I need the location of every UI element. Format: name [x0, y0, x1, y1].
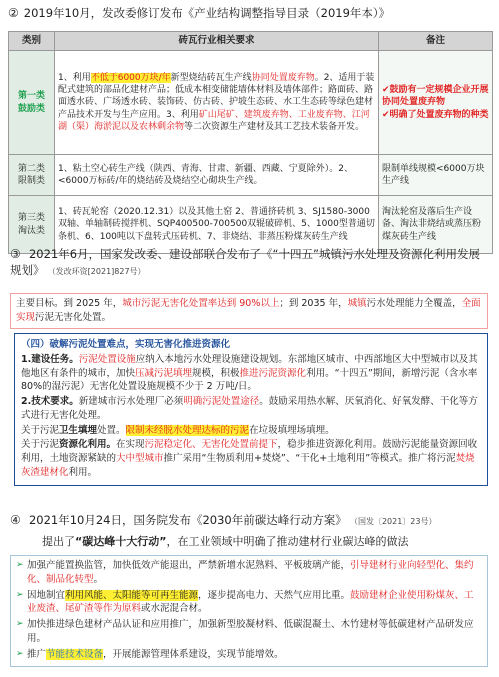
- text-run: 焚烧灰渣建材化: [21, 453, 475, 478]
- section-heading-2: [10, 247, 490, 278]
- text-run: 。2、适用于装配式建筑的部品化建材产品；低成本相变储能墙体材料及墙体部件；路面砖、路面透水砖、广场透水砖、装饰砖、仿古砖、护坡生态砖、水工生态砖等绿色建材产品技术开发与生产应用。3、利用: [58, 73, 375, 120]
- text-run: 利用风能、太阳能等可再生能源: [65, 589, 199, 601]
- text-run: 加强产能置换监管，加快低效产能退出，严禁新增水泥熟料、平板玻璃产能，: [27, 560, 351, 571]
- text-run: 限制未经脱水处理达标的污泥: [125, 424, 250, 436]
- text-run: 提出了: [42, 535, 75, 548]
- section-heading-3: [10, 513, 490, 529]
- text-run: 卫生填埋: [59, 424, 98, 436]
- header-note: 备注: [379, 32, 493, 51]
- note-cell: [379, 196, 493, 254]
- list-item-text: [27, 559, 482, 587]
- text-run: 或水泥混合材。: [141, 603, 208, 615]
- text-run: ，在工业领域中明确了推动建材行业碳达峰的做法: [166, 535, 409, 548]
- text-run: 应纳入本地污水处理设施建设规划。东部地区城市、中西部地区大中型城市以及其他地区有条件的城市，加快: [21, 353, 478, 379]
- text-run: 污泥稳定化、无害化处置前提下: [144, 439, 278, 451]
- header-category: 类别: [9, 32, 55, 51]
- list-item: [16, 618, 482, 646]
- note-cell: [379, 155, 493, 196]
- text-run: 城市污泥无害化处置率达到 90%以上: [122, 298, 280, 309]
- text-run: ，开展能源管理体系建设，实现节能增效。: [103, 648, 284, 660]
- text-run: 淘汰轮窑及落后生产设备、淘汰非烧结或蒸压粉煤灰砖生产线: [382, 207, 482, 242]
- text-run: 限制单线规模<6000万块生产线: [382, 163, 485, 186]
- text-run: ✔鼓励有一定规模企业开展协同处置废弃物: [382, 85, 489, 108]
- text-run: 压减污泥填埋: [135, 367, 193, 379]
- text-run: 主要目标。到 2025 年，: [16, 298, 123, 309]
- section-subtitle: [42, 535, 492, 549]
- sludge-policy-box: [14, 333, 488, 486]
- text-run: 利用。: [68, 466, 98, 478]
- text-run: 污泥处置设施: [78, 353, 136, 365]
- category-label: 第二类 限制类: [17, 163, 45, 186]
- list-item-text: [27, 618, 482, 646]
- text-run: 规模，积极: [192, 367, 240, 379]
- table-row: [9, 196, 493, 254]
- category-cell: [9, 155, 55, 196]
- text-run: ；到 2035 年，: [279, 298, 348, 309]
- text-run: 。鼓励采用热水解、厌氧消化、好氧发酵、干化等方式进行无害化处理。: [21, 396, 478, 421]
- text-run: 2.技术要求。: [21, 396, 79, 408]
- table-header-row: [9, 32, 493, 51]
- category-cell: [9, 51, 55, 155]
- requirement-cell: [55, 155, 379, 196]
- text-run: 大中型城市: [116, 453, 164, 465]
- action-list: [16, 559, 482, 661]
- section-title: 2021年6月，国家发改委、建设部联合发布了《“十四五”城镇污水处理及资源化利用发展规划》: [10, 247, 480, 277]
- detail-paragraph: [21, 395, 481, 423]
- category-label: 第一类 鼓励类: [17, 91, 45, 114]
- text-run: ✔明确了处置废弃物的种类: [382, 109, 489, 120]
- text-run: 因地制宜: [27, 589, 66, 601]
- category-cell: [9, 196, 55, 254]
- text-run: 1.建设任务。: [21, 353, 79, 365]
- detail-paragraph: [21, 424, 481, 438]
- table-row: [9, 51, 493, 155]
- header-requirement: 砖瓦行业相关要求: [55, 32, 379, 51]
- text-run: 处置。: [97, 424, 126, 436]
- table-row: [9, 155, 493, 196]
- text-run: “碳达峰十大行动”: [75, 535, 167, 548]
- list-item-text: [27, 648, 284, 662]
- section-title: 2021年10月24日，国务院发布《2030年前碳达峰行动方案》: [28, 513, 347, 527]
- text-run: 1、粘土空心砖生产线（陕西、青海、甘肃、新疆、西藏、宁夏除外）。2、<6000万标砖/年的烧结砖及烧结空心砌块生产线。: [58, 163, 353, 186]
- section-heading-1: [8, 6, 492, 24]
- text-run: 资源化利用。: [59, 439, 117, 451]
- text-run: 引导建材行业向轻型化、集约化、制品化转型: [27, 560, 474, 585]
- arrow-bullet-icon: ➢: [16, 589, 24, 600]
- text-run: 1、砖瓦轮窑（2020.12.31）以及其他土窑 2、普通挤砖机 3、SJ1580-3000双轴、单轴制砖搅拌机、SQP400500-700500双辊破碎机、5、1000型普通切条机、6、100吨以下盘转式压砖机、7、非烧结、非蒸压粉煤灰砖生产线: [58, 207, 375, 242]
- action-list-box: [10, 555, 488, 667]
- arrow-bullet-icon: ➢: [16, 648, 24, 659]
- text-run: 鼓励建材企业使用粉煤灰、工业废渣、尾矿渣等作为原料: [27, 589, 474, 615]
- list-item: [16, 648, 482, 662]
- note-cell: [379, 51, 493, 155]
- requirement-cell: [55, 51, 379, 155]
- list-item: [16, 589, 482, 617]
- detail-paragraph: [21, 438, 481, 479]
- text-run: 城镇: [347, 298, 367, 309]
- text-run: 污水处理能力全覆盖，: [366, 298, 462, 309]
- text-run: 在实现: [116, 439, 145, 451]
- text-run: 在垃圾填埋场填埋。: [249, 424, 335, 436]
- text-run: 节能技术设备: [46, 648, 104, 660]
- text-run: 协同处置废弃物: [251, 73, 315, 84]
- section-number: ③: [10, 247, 21, 261]
- text-run: 新型烧结砖瓦生产线: [170, 73, 252, 84]
- text-run: 全面实现: [16, 298, 481, 323]
- text-run: ，稳步推进资源化利用。鼓励污泥能量资源回收利用，土地资源紧缺的: [21, 439, 478, 465]
- section-number: ②: [8, 6, 19, 20]
- text-run: 推进污泥资源化: [239, 367, 307, 379]
- section-title: 2019年10月，发改委修订发布《产业结构调整指导目录（2019年本）》: [23, 6, 391, 20]
- text-run: 等二次资源生产建材及其工艺技术装备开发。: [184, 121, 365, 132]
- requirement-cell: [55, 196, 379, 254]
- text-run: 新建城市污水处理厂必须: [78, 396, 184, 408]
- text-run: 关于污泥: [21, 439, 60, 451]
- text-run: 加快推进绿色建材产品认证和应用推广，加强新型胶凝材料、低碳混凝土、木竹建材等低碳建材产品研发应用。: [27, 619, 474, 644]
- list-item-text: [27, 589, 482, 617]
- list-item: [16, 559, 482, 587]
- text-run: ，逐步提高电力、天然气应用比重。: [198, 589, 351, 601]
- arrow-bullet-icon: ➢: [16, 619, 24, 630]
- document-number: （发改环资[2021]827号）: [47, 266, 146, 276]
- detail-title: （四）破解污泥处置难点，实现无害化推进资源化: [21, 339, 231, 350]
- text-run: 。: [93, 573, 104, 585]
- text-run: 推广采用“生物质利用+焚烧”、“干化+土地利用”等模式。推广将污泥: [163, 453, 456, 465]
- section-number: ④: [10, 513, 21, 527]
- text-run: 污泥无害化处置。: [35, 311, 112, 323]
- text-run: 明确污泥处置途径: [183, 396, 260, 408]
- arrow-bullet-icon: ➢: [16, 560, 24, 570]
- text-run: 矿山尾矿、建筑废弃物、工业废弃物、江河湖（渠）海淤泥以及农林剩余物: [58, 109, 370, 132]
- document-number: （国发〔2021〕23号）: [349, 517, 437, 526]
- text-run: 推广: [27, 648, 47, 660]
- category-label: 第三类 淘汰类: [17, 213, 45, 236]
- text-run: 利用。“十四五”期间，新增污泥（含水率 80%的湿污泥）无害化处置设施规模不少于 2 万吨/日。: [21, 367, 478, 393]
- regulation-table: [8, 31, 493, 254]
- main-targets-box: [10, 293, 488, 329]
- text-run: 不低于6000万块/年: [90, 73, 171, 84]
- text-run: 1、利用: [58, 73, 91, 84]
- detail-paragraph: [21, 353, 481, 394]
- text-run: 关于污泥: [21, 424, 60, 436]
